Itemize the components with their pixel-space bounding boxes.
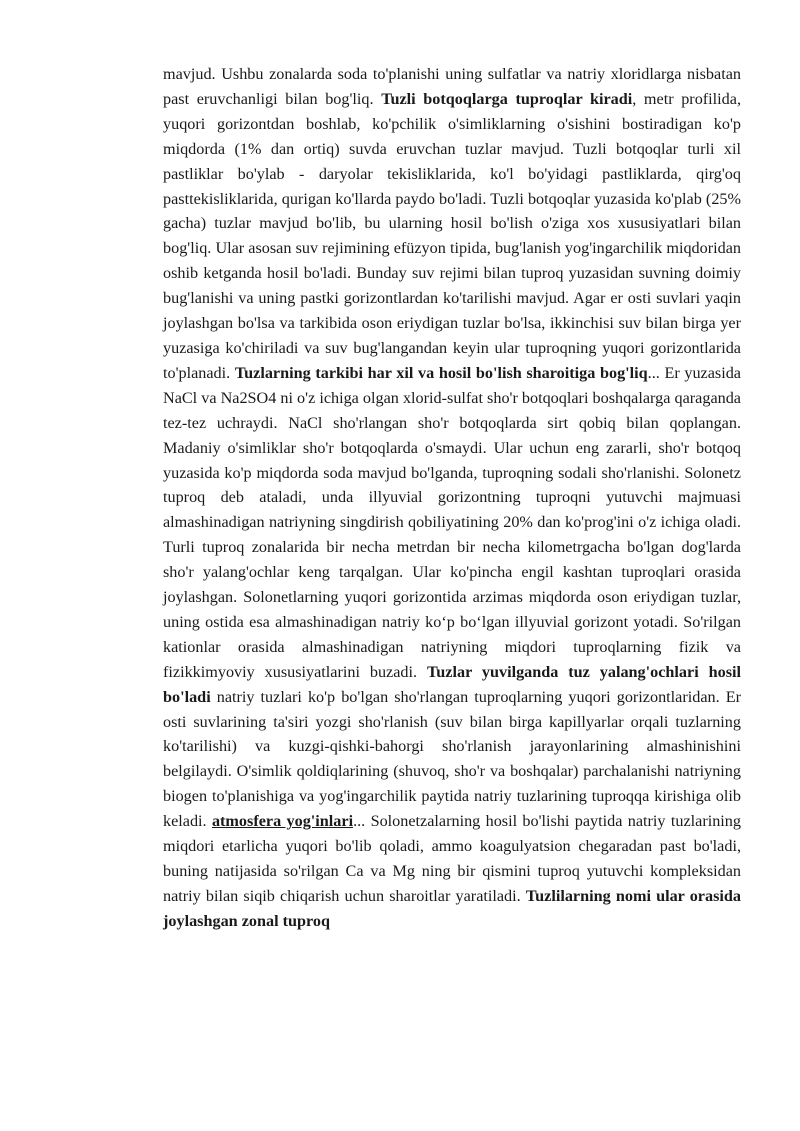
text-segment: natriy tuzlari ko'p bo'lgan sho'rlangan tuproqlarning yuqori gorizontlaridan. Er osti suvlarining ta'siri yozgi sho'rlanish (suv bilan birga kapillyarlar orqali tuzlarning ko'tarilishi) va kuzgi-qishki-bahorgi sho'rlanish jarayonlarining almashinishini belgilaydi. O'simlik qoldiqlarining (shuvoq, sho'r va boshqalar) parchalanishi natriyning biogen to'planishiga va yog'ingarchilik paytida natriy tuzlarining tuproqqa kirishiga olib keladi. [163, 687, 741, 831]
bold-phrase: Tuzlilarning nomi ular orasida joylashgan zonal tuproq [163, 886, 741, 930]
bold-phrase: Tuzlar yuvilganda tuz yalang'ochlari hosil bo'ladi [163, 662, 741, 706]
bold-phrase: Tuzlarning tarkibi har xil va hosil bo'lish sharoitiga bog'liq [234, 363, 648, 382]
text-segment: , metr profilida, yuqori gorizontdan boshlab, ko'pchilik o'simliklarning o'sishini bostiradigan ko'p miqdorda (1% dan ortiq) suvda eruvchan tuzlar mavjud. Tuzli botqoqlar turli xil pastliklar bo'ylab - daryolar tekisliklarida, ko'l bo'yidagi pastliklarda, qirg'oq pasttekisliklarida, qurigan ko'llarda paydo bo'ladi. Tuzli botqoqlar yuzasida ko'plab (25% gacha) tuzlar mavjud bo'lib, bu ularning hosil bo'lish o'ziga xos xususiyatlari bilan bog'liq. Ular asosan suv rejimining efüzyon tipida, bug'lanish yog'ingarchilik miqdoridan oshib ketganda hosil bo'ladi. Bunday suv rejimi bilan tuproq yuzasidan suvning doimiy bug'lanishi va uning pastki gorizontlardan ko'tarilishi mavjud. Agar er osti suvlari yaqin joylashgan bo'lsa va tarkibida oson eriydigan tuzlar bo'lsa, ikkinchisi suv bilan birga yer yuzasiga ko'chiriladi va suv bug'langandan keyin ular tuproqning yuqori gorizontlarida to'planadi. [163, 89, 741, 382]
text-segment: mavjud. Ushbu zonalarda soda to'planishi uning sulfatlar va natriy xloridlarga nisbatan past eruvchanligi bilan bog'liq. [163, 65, 741, 108]
underlined-bold-link[interactable] [212, 812, 353, 830]
text-segment: ... Solonetzalarning hosil bo'lishi paytida natriy tuzlarining miqdori etarlicha yuqori bo'lib qoladi, ammo koagulyatsion chegaradan past bo'ladi, buning natijasida so'rilgan Ca va Mg ning bir qismini tuproq yutuvchi kompleksidan natriy bilan siqib chiqarish uchun sharoitlar yaratiladi. [163, 812, 741, 905]
bold-phrase: Tuzli botqoqlarga tuproqlar kiradi [381, 89, 633, 108]
text-segment: ... Er yuzasida NaCl va Na2SO4 ni o'z ichiga olgan xlorid-sulfat sho'r botqoqlari boshqalarga qaraganda tez-tez uchraydi. NaCl sho'rlangan sho'r botqoqlarda sirt qobiq bilan qoplangan. Madaniy o'simliklar sho'r botqoqlarda o'smaydi. Ular uchun eng zararli, sho'r botqoq yuzasida ko'p miqdorda soda mavjud bo'lganda, tuproqning sodali sho'rlanishi. Solonetz tuproq deb ataladi, unda illyuvial gorizontning tuproqni yutuvchi majmuasi almashinadigan natriyning singdirish qobiliyatining 20% dan ko'prog'ini o'z ichiga oladi. Turli tuproq zonalarida bir necha metrdan bir necha kilometrgacha bo'lgan dog'larda sho'r yalang'ochlar keng tarqalgan. Ular ko'pincha engil kashtan tuproqlari orasida joylashgan. Solonetlarning yuqori gorizontida arzimas miqdorda oson eriydigan tuzlar, uning ostida esa almashinadigan natriy ko‘p bo‘lgan illyuvial gorizont yotadi. So'rilgan kationlar orasida almashinadigan natriyning miqdori tuproqlarning fizik va fizikkimyoviy xususiyatlarini buzadi. [163, 363, 741, 681]
body-paragraph [163, 62, 741, 934]
underlined-text: atmosfera yog'inlari [211, 812, 354, 831]
